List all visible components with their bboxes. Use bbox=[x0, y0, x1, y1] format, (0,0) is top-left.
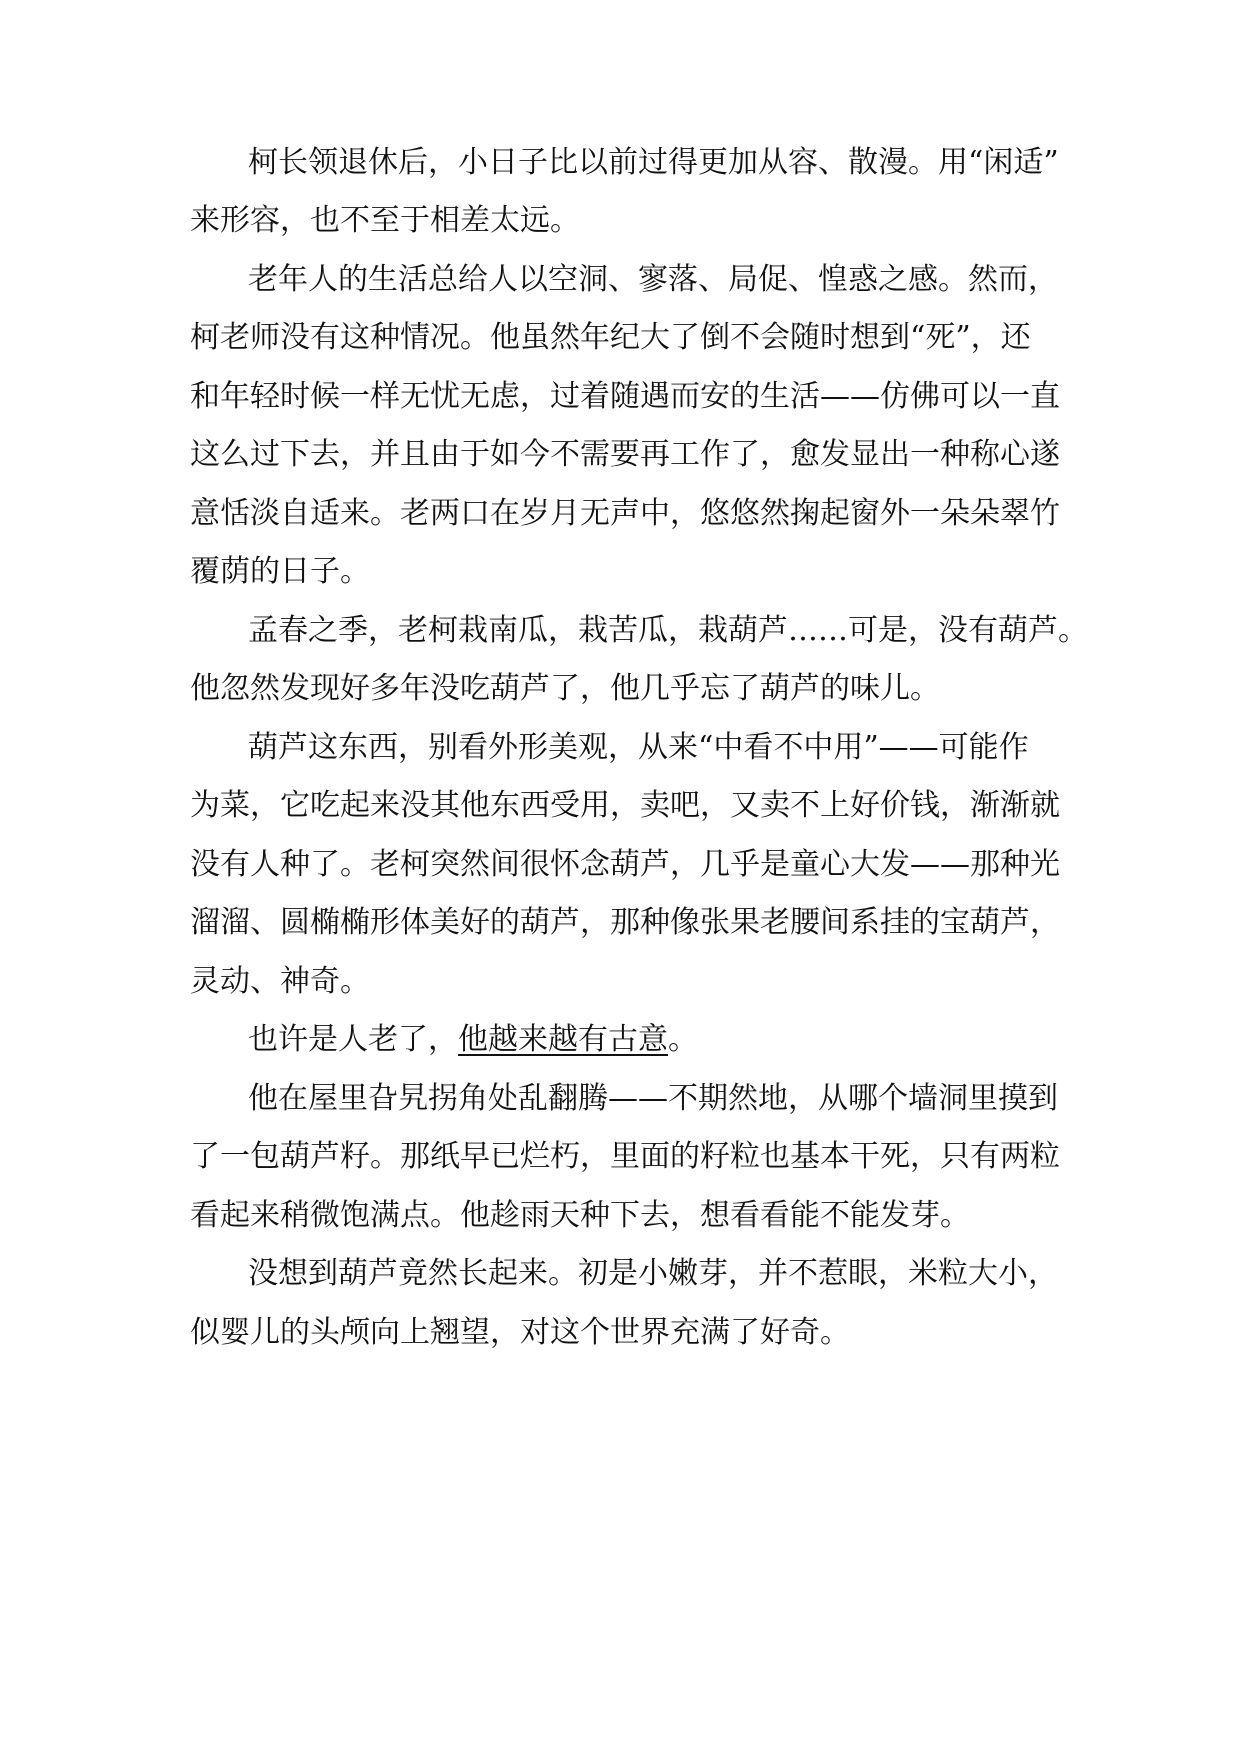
paragraph-4-line-3: 没有人种了。老柯突然间很怀念葫芦，几乎是童心大发——那种光 bbox=[190, 847, 1060, 882]
paragraph-7-line-2: 似婴儿的头颅向上翘望，对这个世界充满了好奇。 bbox=[190, 1315, 850, 1350]
paragraph-4-line-1: 葫芦这东西，别看外形美观，从来“中看不中用”——可能作 bbox=[248, 730, 1029, 765]
paragraph-2-line-1: 老年人的生活总给人以空洞、寥落、局促、惶惑之感。然而， bbox=[248, 262, 1058, 297]
paragraph-5-suffix: 。 bbox=[668, 1022, 698, 1057]
paragraph-5-line-1 bbox=[248, 1020, 698, 1060]
paragraph-1-line-2: 来形容，也不至于相差太远。 bbox=[190, 203, 580, 238]
paragraph-6-line-2: 了一包葫芦籽。那纸早已烂朽，里面的籽粒也基本干死，只有两粒 bbox=[190, 1139, 1060, 1174]
document-page bbox=[190, 0, 1090, 1754]
paragraph-2-line-5: 意恬淡自适来。老两口在岁月无声中，悠悠然掬起窗外一朵朵翠竹 bbox=[190, 496, 1060, 531]
underlined-phrase: 他越来越有古意 bbox=[458, 1022, 668, 1057]
paragraph-6-line-1: 他在屋里旮旯拐角处乱翻腾——不期然地，从哪个墙洞里摸到 bbox=[248, 1081, 1058, 1116]
paragraph-1-line-1: 柯长领退休后，小日子比以前过得更加从容、散漫。用“闲适” bbox=[248, 145, 1059, 180]
paragraph-2-line-6: 覆荫的日子。 bbox=[190, 554, 370, 589]
paragraph-4-line-4: 溜溜、圆椭椭形体美好的葫芦，那种像张果老腰间系挂的宝葫芦， bbox=[190, 905, 1060, 940]
paragraph-3-line-2: 他忽然发现好多年没吃葫芦了，他几乎忘了葫芦的味儿。 bbox=[190, 671, 940, 706]
paragraph-6-line-3: 看起来稍微饱满点。他趁雨天种下去，想看看能不能发芽。 bbox=[190, 1198, 970, 1233]
paragraph-4-line-5: 灵动、神奇。 bbox=[190, 964, 370, 999]
paragraph-3-line-1: 孟春之季，老柯栽南瓜，栽苦瓜，栽葫芦……可是，没有葫芦。 bbox=[248, 613, 1088, 648]
paragraph-2-line-3: 和年轻时候一样无忧无虑，过着随遇而安的生活——仿佛可以一直 bbox=[190, 379, 1060, 414]
paragraph-7-line-1: 没想到葫芦竟然长起来。初是小嫩芽，并不惹眼，米粒大小， bbox=[248, 1256, 1058, 1291]
paragraph-5-prefix: 也许是人老了， bbox=[248, 1022, 458, 1057]
paragraph-2-line-4: 这么过下去，并且由于如今不需要再工作了，愈发显出一种称心遂 bbox=[190, 437, 1060, 472]
paragraph-2-line-2: 柯老师没有这种情况。他虽然年纪大了倒不会随时想到“死”，还 bbox=[190, 320, 1031, 355]
paragraph-4-line-2: 为菜，它吃起来没其他东西受用，卖吧，又卖不上好价钱，渐渐就 bbox=[190, 788, 1060, 823]
